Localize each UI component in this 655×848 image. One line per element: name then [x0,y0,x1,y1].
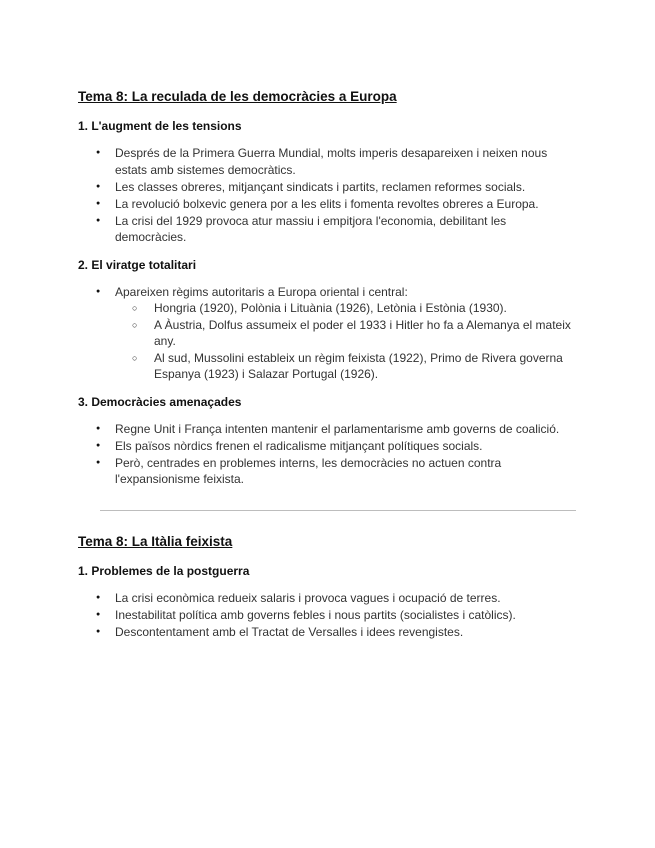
subsection-heading: 1. Problemes de la postguerra [78,563,250,578]
section-title: Tema 8: La reculada de les democràcies a Europa [78,89,397,104]
bullet-list [78,145,578,246]
section-title: Tema 8: La Itàlia feixista [78,533,233,549]
list-item: ● Els països nòrdics frenen el radicalisme mitjançant polítiques socials. [78,438,578,455]
list-item: ● Després de la Primera Guerra Mundial, molts imperis desapareixen i neixen nous estats amb sistemes democràtics. [78,145,578,178]
list-item: ● Inestabilitat política amb governs febles i nous partits (socialistes i catòlics). [78,607,578,624]
sub-list-item: ○ A Àustria, Dolfus assumeix el poder el 1933 i Hitler ho fa a Alemanya el mateix any. [115,317,578,350]
bullet-list [78,590,578,641]
sub-bullet-list [115,300,578,383]
bullet-list [78,421,578,488]
list-item: ● Regne Unit i França intenten mantenir el parlamentarisme amb governs de coalició. [78,421,578,438]
sub-list-item: ○ Hongria (1920), Polònia i Lituània (1926), Letònia i Estònia (1930). [115,300,578,317]
document-content [78,88,578,651]
list-item: ● La crisi econòmica redueix salaris i provoca vagues i ocupació de terres. [78,590,578,607]
list-item: ● Però, centrades en problemes interns, les democràcies no actuen contra l'expansionisme feixista. [78,455,578,488]
horizontal-divider [100,510,576,511]
subsection-heading: 3. Democràcies amenaçades [78,394,242,409]
subsection-heading: 1. L'augment de les tensions [78,119,242,133]
list-item: ● Descontentament amb el Tractat de Versalles i idees revengistes. [78,624,578,641]
list-item: ● La crisi del 1929 provoca atur massiu i empitjora l'economia, debilitant les democràcies. [78,213,578,246]
list-item [78,284,578,383]
bullet-list [78,284,578,383]
subsection-heading: 2. El viratge totalitari [78,257,197,272]
sub-list-item: ○ Al sud, Mussolini estableix un règim feixista (1922), Primo de Rivera governa Espanya (1923) i Salazar Portugal (1926). [115,350,578,383]
list-item: ● La revolució bolxevic genera por a les elits i fomenta revoltes obreres a Europa. [78,196,578,213]
list-item: ● Les classes obreres, mitjançant sindicats i partits, reclamen reformes socials. [78,179,578,196]
list-item-text: Apareixen règims autoritaris a Europa oriental i central: [115,284,408,299]
